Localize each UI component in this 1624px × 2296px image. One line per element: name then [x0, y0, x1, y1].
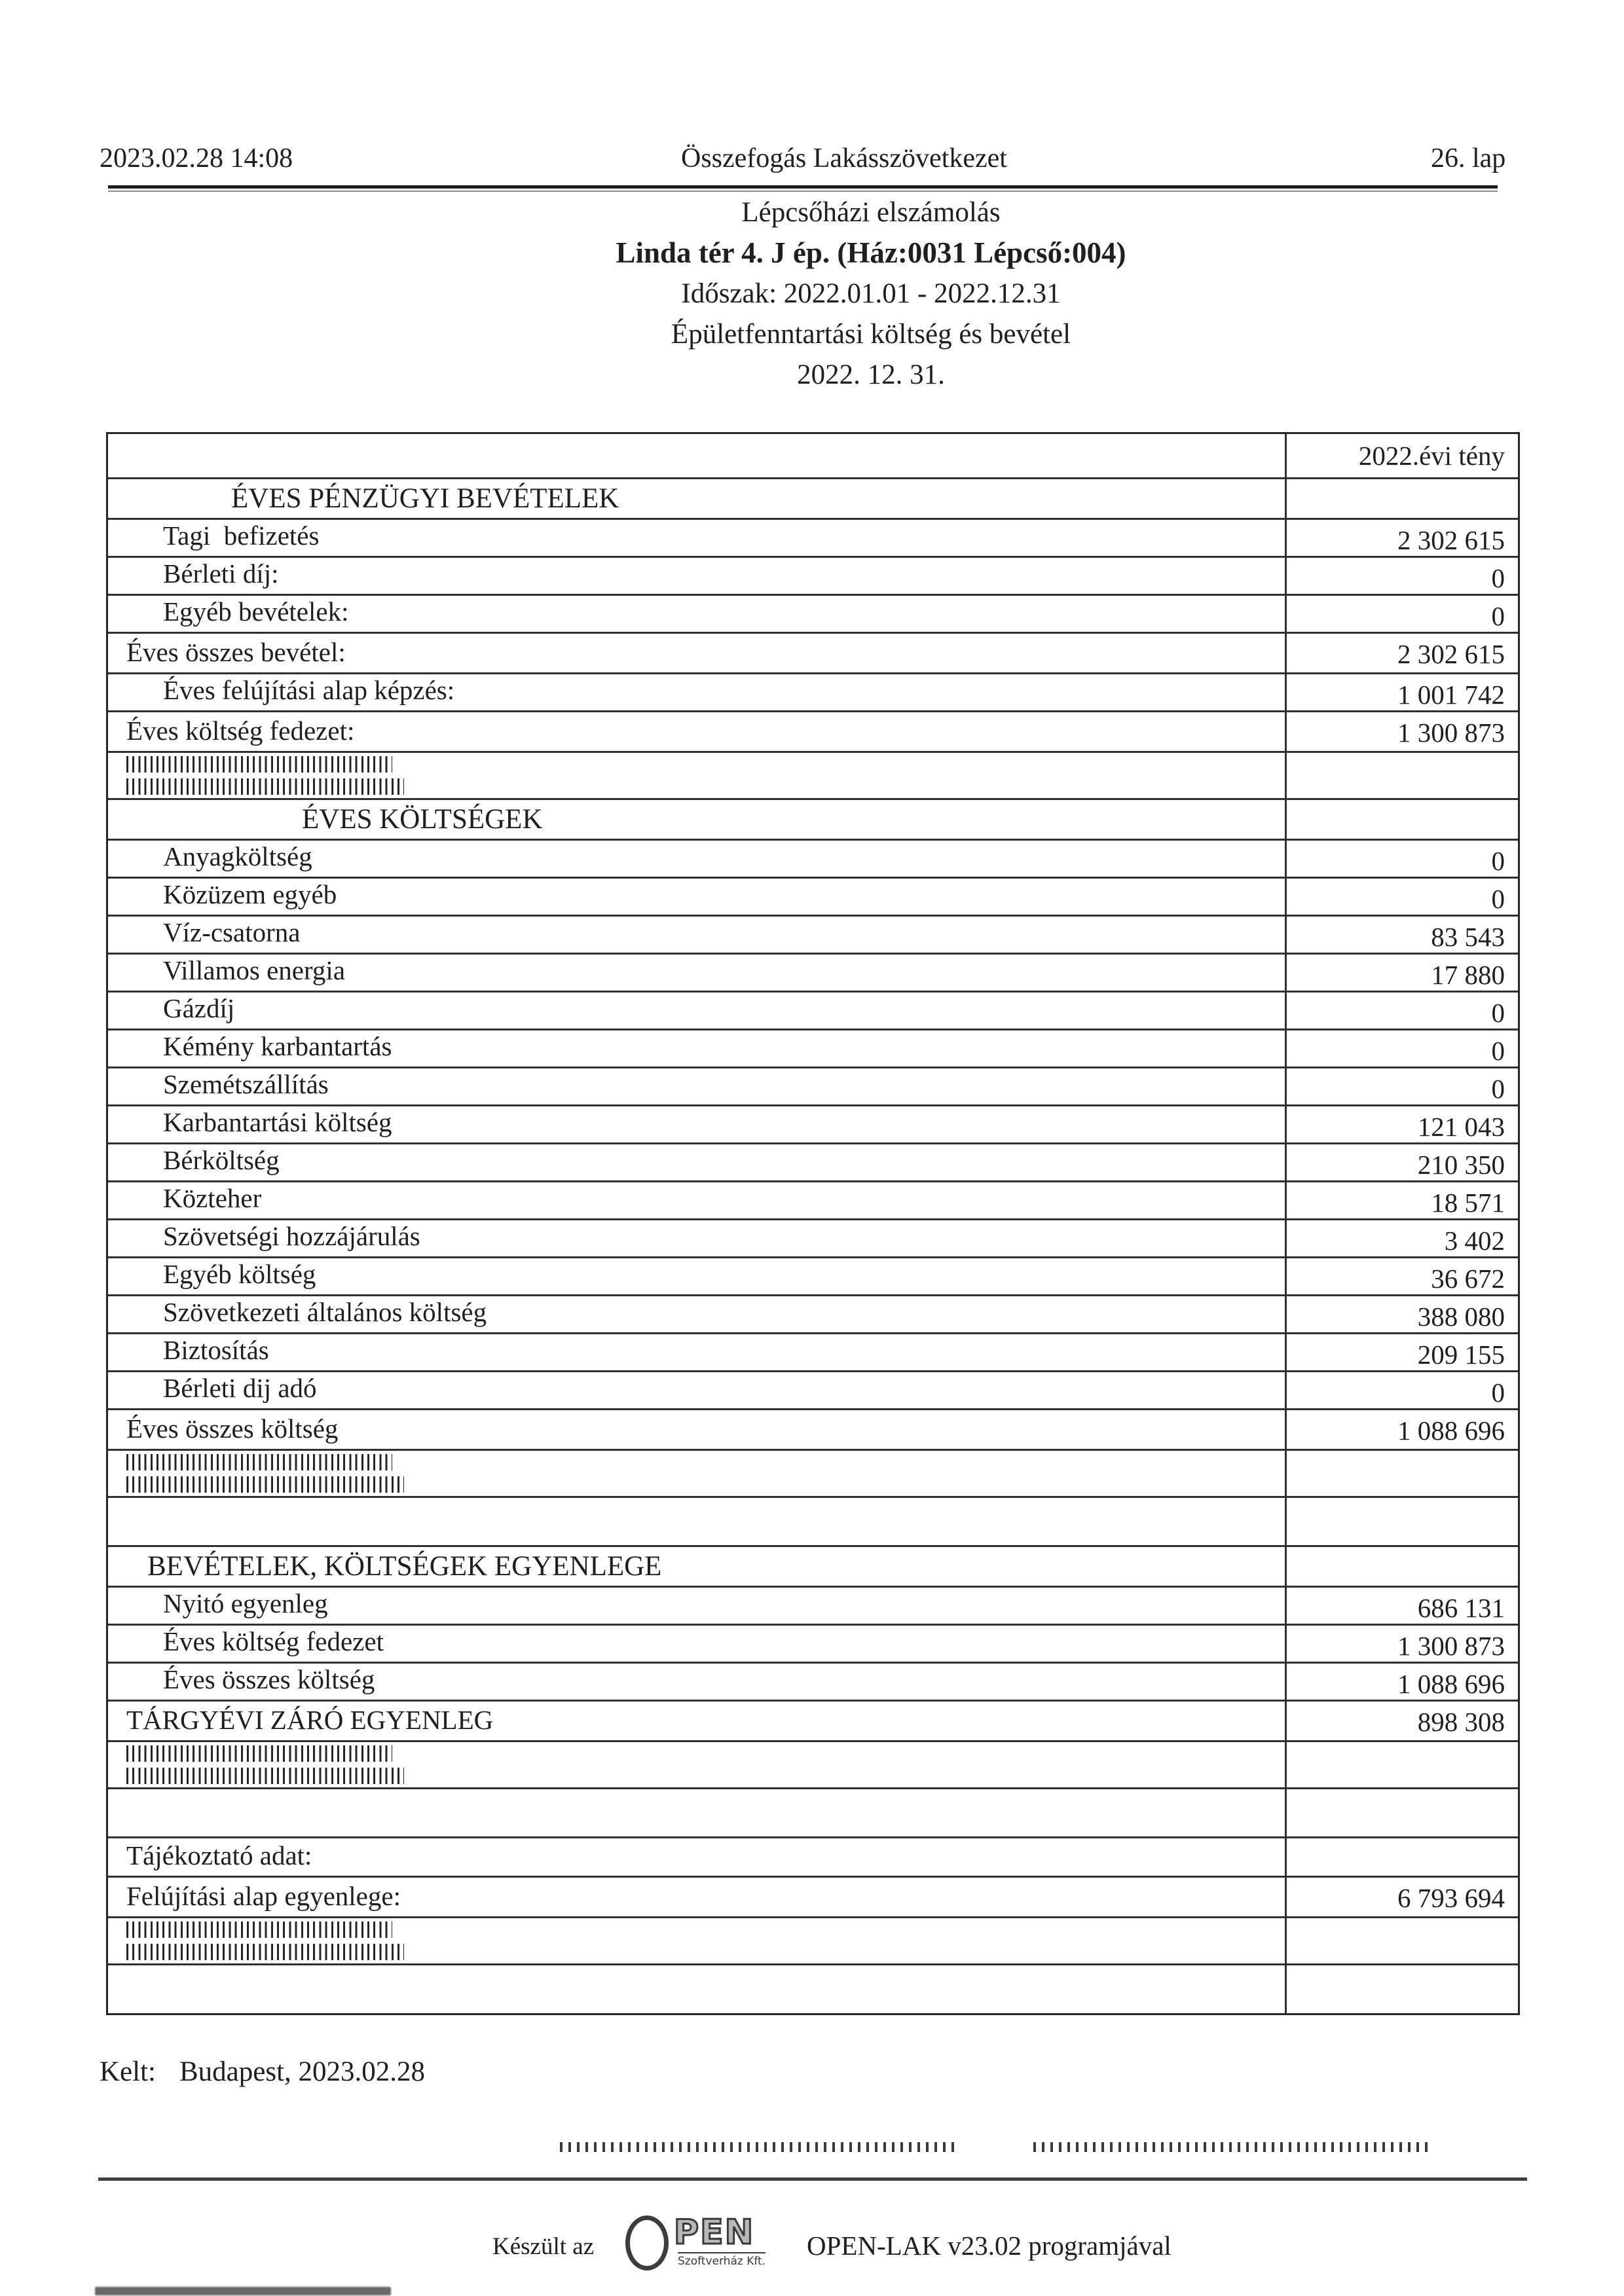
- table-row-item: [108, 1586, 1518, 1624]
- row-value: 0: [1491, 846, 1505, 876]
- table-row-total: [108, 1408, 1518, 1449]
- row-label: [108, 1451, 1287, 1496]
- table-row-item: [108, 1218, 1518, 1256]
- row-label: Éves költség fedezet: [108, 1626, 1287, 1662]
- table-row-total: [108, 1700, 1518, 1740]
- page-number: 26. lap: [1431, 143, 1506, 173]
- row-label: [108, 753, 1287, 798]
- row-value: 388 080: [1417, 1302, 1505, 1332]
- row-label: Víz-csatorna: [108, 917, 1287, 953]
- row-value: [1287, 753, 1518, 798]
- row-value: 0: [1491, 1377, 1505, 1408]
- as-of-date-line: 2022. 12. 31.: [797, 359, 945, 390]
- row-value: 2 302 615: [1397, 525, 1505, 555]
- table-row-item: [108, 1624, 1518, 1662]
- row-label: Éves felújítási alap képzés:: [108, 674, 1287, 710]
- open-software-logo: [625, 2210, 779, 2273]
- table-row-total: [108, 710, 1518, 751]
- row-value: [1287, 1838, 1518, 1876]
- table-row-section: [108, 477, 1518, 518]
- row-label: Egyéb költség: [108, 1258, 1287, 1294]
- table-row-item: [108, 1104, 1518, 1142]
- row-value: 2022.évi tény: [1358, 441, 1505, 471]
- row-label: [108, 434, 1287, 477]
- table-row-item: [108, 1370, 1518, 1408]
- signature-dotted-line-right: [1033, 2142, 1433, 2152]
- row-label: Kémény karbantartás: [108, 1030, 1287, 1066]
- dated-value: Budapest, 2023.02.28: [179, 2056, 426, 2087]
- barcode-strip: [126, 778, 404, 795]
- row-value: [1287, 1498, 1518, 1545]
- dated-label: Kelt:: [100, 2056, 156, 2087]
- made-with-program: OPEN-LAK v23.02 programjával: [807, 2231, 1172, 2261]
- row-label: Gázdíj: [108, 993, 1287, 1029]
- row-label: Nyitó egyenleg: [108, 1588, 1287, 1624]
- row-label: ÉVES PÉNZÜGYI BEVÉTELEK: [108, 479, 1287, 518]
- table-row-item: [108, 1029, 1518, 1066]
- row-label: Éves összes költség: [108, 1410, 1287, 1449]
- barcode-strip: [126, 1454, 392, 1470]
- table-row-item: [108, 518, 1518, 556]
- barcode-strip: [126, 1768, 404, 1784]
- row-value: 3 402: [1444, 1226, 1505, 1256]
- row-value: 36 672: [1431, 1264, 1505, 1294]
- table-row-colheader: [108, 434, 1518, 477]
- row-label: Bérleti dij adó: [108, 1372, 1287, 1408]
- print-timestamp: 2023.02.28 14:08: [100, 143, 293, 173]
- row-value: 686 131: [1417, 1593, 1505, 1623]
- table-row-item: [108, 1256, 1518, 1294]
- table-row-section: [108, 798, 1518, 839]
- header-divider: [108, 185, 1498, 192]
- row-value: 1 001 742: [1397, 680, 1505, 710]
- made-with-prefix: Készült az: [492, 2233, 595, 2260]
- table-row-barcode: [108, 751, 1518, 798]
- table-row-barcode: [108, 1740, 1518, 1787]
- row-value: 17 880: [1431, 960, 1505, 990]
- row-label: Éves összes bevétel:: [108, 634, 1287, 672]
- period-line: Időszak: 2022.01.01 - 2022.12.31: [681, 278, 1061, 309]
- row-value: 1 300 873: [1397, 1631, 1505, 1661]
- row-label: [108, 1742, 1287, 1787]
- row-value: [1287, 800, 1518, 839]
- barcode-strip: [126, 1745, 392, 1762]
- row-label: ÉVES KÖLTSÉGEK: [108, 800, 1287, 839]
- row-value: 1 088 696: [1397, 1669, 1505, 1699]
- row-label: Éves költség fedezet:: [108, 712, 1287, 751]
- row-value: [1287, 1918, 1518, 1963]
- row-value: 0: [1491, 998, 1505, 1028]
- row-label: [108, 1918, 1287, 1963]
- row-label: Felújítási alap egyenlege:: [108, 1878, 1287, 1916]
- row-value: [1287, 1451, 1518, 1496]
- organization-name: Összefogás Lakásszövetkezet: [681, 143, 1007, 173]
- table-row-barcode: [108, 1449, 1518, 1496]
- table-row-labelrow: [108, 1836, 1518, 1876]
- footer-divider: [98, 2178, 1527, 2181]
- barcode-strip: [126, 1476, 404, 1493]
- signature-dotted-line-left: [560, 2142, 959, 2152]
- row-label: Bérköltség: [108, 1144, 1287, 1180]
- table-row-item: [108, 877, 1518, 915]
- row-value: 0: [1491, 884, 1505, 914]
- row-label: Bérleti díj:: [108, 558, 1287, 594]
- row-label: Villamos energia: [108, 955, 1287, 991]
- address-title: Linda tér 4. J ép. (Ház:0031 Lépcső:004): [616, 236, 1126, 269]
- row-value: 898 308: [1417, 1707, 1505, 1737]
- row-label: TÁRGYÉVI ZÁRÓ EGYENLEG: [108, 1702, 1287, 1740]
- row-value: 0: [1491, 1036, 1505, 1066]
- barcode-strip: [126, 756, 392, 773]
- row-label: Egyéb bevételek:: [108, 596, 1287, 632]
- row-label: Tájékoztató adat:: [108, 1838, 1287, 1876]
- table-row-item: [108, 991, 1518, 1029]
- row-label: Közüzem egyéb: [108, 879, 1287, 915]
- open-logo-pen-text: PEN: [674, 2213, 755, 2252]
- row-label: Tagi befizetés: [108, 520, 1287, 556]
- table-row-item: [108, 839, 1518, 877]
- row-value: 0: [1491, 601, 1505, 631]
- row-value: [1287, 1547, 1518, 1586]
- table-row-barcode: [108, 1916, 1518, 1963]
- table-row-empty: [108, 1787, 1518, 1836]
- table-row-item: [108, 915, 1518, 953]
- row-value: 210 350: [1417, 1150, 1505, 1180]
- row-label: [108, 1498, 1287, 1545]
- row-value: 2 302 615: [1397, 639, 1505, 669]
- report-type-title: Lépcsőházi elszámolás: [741, 197, 1001, 228]
- dated-line: [100, 2056, 425, 2088]
- row-label: [108, 1965, 1287, 2013]
- table-row-item: [108, 953, 1518, 991]
- row-label: Éves összes költség: [108, 1664, 1287, 1700]
- row-value: 1 300 873: [1397, 718, 1505, 748]
- row-label: Anyagköltség: [108, 841, 1287, 877]
- settlement-table: [106, 432, 1520, 2015]
- table-row-item: [108, 556, 1518, 594]
- row-value: 209 155: [1417, 1339, 1505, 1370]
- row-label: Biztosítás: [108, 1334, 1287, 1370]
- row-value: 6 793 694: [1397, 1883, 1505, 1913]
- table-row-empty: [108, 1963, 1518, 2013]
- open-logo-o-icon: [625, 2215, 669, 2270]
- row-value: [1287, 1965, 1518, 2013]
- table-row-item: [108, 1066, 1518, 1104]
- row-value: 18 571: [1431, 1188, 1505, 1218]
- row-value: 83 543: [1431, 922, 1505, 952]
- row-value: 121 043: [1417, 1112, 1505, 1142]
- settlement-table-rows: [108, 434, 1518, 2013]
- scan-artifact: [95, 2287, 391, 2295]
- row-label: Szövetségi hozzájárulás: [108, 1220, 1287, 1256]
- table-row-item: [108, 594, 1518, 632]
- barcode-strip: [126, 1944, 404, 1960]
- table-row-item: [108, 1662, 1518, 1700]
- row-value: [1287, 1789, 1518, 1836]
- row-label: Szemétszállítás: [108, 1068, 1287, 1104]
- row-value: 0: [1491, 1074, 1505, 1104]
- table-row-item: [108, 1332, 1518, 1370]
- row-value: 1 088 696: [1397, 1415, 1505, 1446]
- row-label: Karbantartási költség: [108, 1106, 1287, 1142]
- subject-line: Épületfenntartási költség és bevétel: [671, 319, 1071, 350]
- row-value: [1287, 1742, 1518, 1787]
- open-logo-caption: Szoftverház Kft.: [678, 2252, 766, 2268]
- table-row-item: [108, 1142, 1518, 1180]
- barcode-strip: [126, 1922, 392, 1938]
- row-value: [1287, 479, 1518, 518]
- row-label: Közteher: [108, 1182, 1287, 1218]
- table-row-total: [108, 632, 1518, 672]
- row-label: Szövetkezeti általános költség: [108, 1296, 1287, 1332]
- table-row-item: [108, 1180, 1518, 1218]
- table-row-section: [108, 1545, 1518, 1586]
- table-row-empty: [108, 1496, 1518, 1545]
- table-row-total: [108, 1876, 1518, 1916]
- table-row-item: [108, 1294, 1518, 1332]
- row-value: 0: [1491, 563, 1505, 593]
- table-row-item: [108, 672, 1518, 710]
- row-label: BEVÉTELEK, KÖLTSÉGEK EGYENLEGE: [108, 1547, 1287, 1586]
- row-label: [108, 1789, 1287, 1836]
